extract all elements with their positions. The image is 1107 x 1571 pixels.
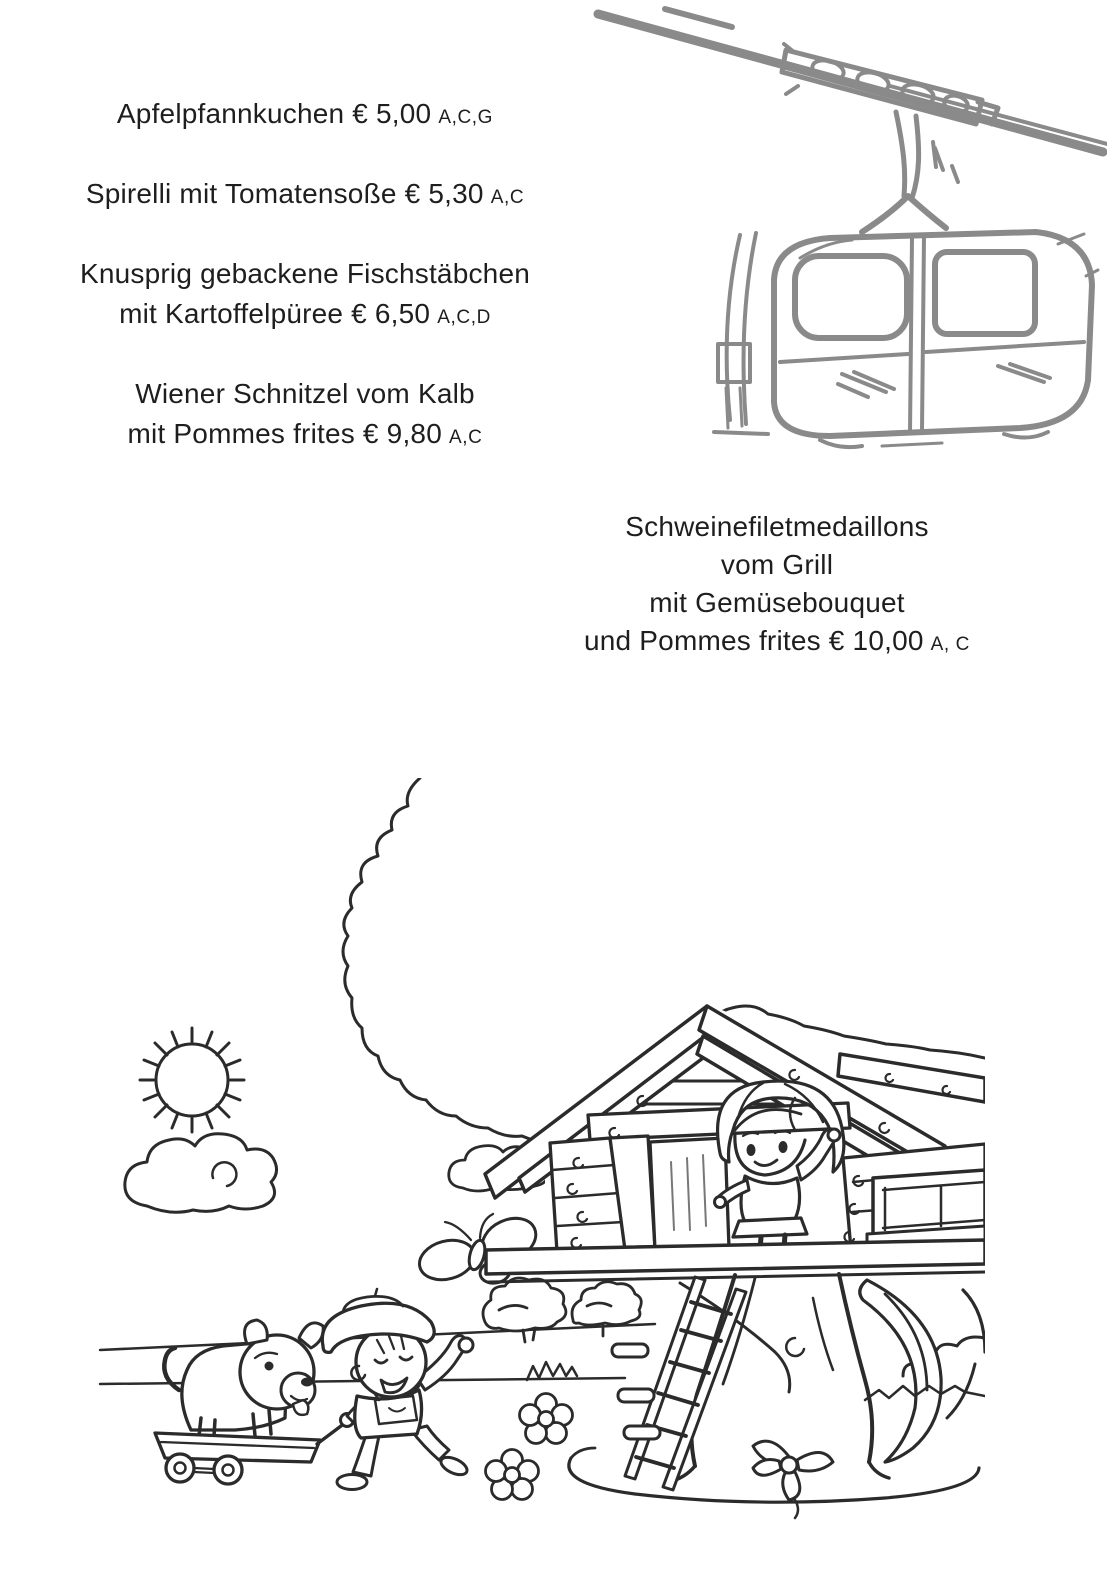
- sun: [140, 1028, 244, 1132]
- girl-body: [741, 1176, 800, 1222]
- menu-item-text: Apfelpfannkuchen € 5,00: [116, 98, 432, 129]
- wagon-handle: [317, 1423, 345, 1444]
- menu-item-wiener-schnitzel: [25, 374, 585, 458]
- cable-car-illustration: [590, 0, 1107, 462]
- allergen-codes: A,C: [448, 427, 483, 448]
- allergen-codes: A,C: [490, 187, 525, 208]
- allergen-codes: A,C,G: [438, 107, 494, 128]
- menu-item-text: Schweinefiletmedaillons: [625, 511, 929, 542]
- menu-items-left: [25, 94, 585, 494]
- menu-item-fischstaebchen: [25, 254, 585, 338]
- allergen-codes: A,C,D: [437, 307, 491, 328]
- treehouse-scene-illustration: [95, 778, 985, 1535]
- menu-item-text-line2: mit Kartoffelpüree € 6,50: [119, 298, 431, 329]
- cabin-door-mechanism: [714, 233, 768, 434]
- menu-item-text-line4: und Pommes frites € 10,00: [584, 625, 924, 656]
- slide: [860, 1280, 985, 1462]
- window: [867, 1170, 985, 1246]
- cable-grip: [782, 44, 998, 124]
- menu-item-text: Knusprig gebackene Fischstäbchen: [79, 258, 530, 289]
- small-trees: [483, 1278, 641, 1342]
- girl-skirt: [733, 1218, 807, 1237]
- hanger-arm: [862, 112, 958, 232]
- flowers: [486, 1394, 573, 1500]
- pinwheel-flower: [753, 1441, 833, 1518]
- menu-item-spirelli: [25, 174, 585, 218]
- grass-tuft: [527, 1362, 577, 1380]
- dog-tongue: [293, 1400, 308, 1415]
- cable-car-svg: [590, 0, 1107, 462]
- cabin-window-left: [795, 256, 907, 338]
- menu-item-schweinefilet: [577, 508, 977, 664]
- allergen-codes: A, C: [930, 634, 970, 655]
- cabin-window-right: [935, 252, 1035, 334]
- menu-item-text-line2: vom Grill: [720, 549, 834, 580]
- menu-item-text-line3: mit Gemüsebouquet: [649, 587, 905, 618]
- gondola-cabin: [774, 232, 1098, 447]
- menu-item-apfelpfannkuchen: [25, 94, 585, 138]
- menu-item-text: Wiener Schnitzel vom Kalb: [135, 378, 475, 409]
- boy-with-cap: [322, 1289, 473, 1490]
- pull-wagon: [155, 1423, 345, 1484]
- menu-item-text: Spirelli mit Tomatensoße € 5,30: [85, 178, 484, 209]
- dog: [164, 1320, 323, 1436]
- cable-line: [598, 14, 1103, 152]
- treehouse-scene-svg: [95, 778, 985, 1535]
- menu-item-text-line2: mit Pommes frites € 9,80: [127, 418, 442, 449]
